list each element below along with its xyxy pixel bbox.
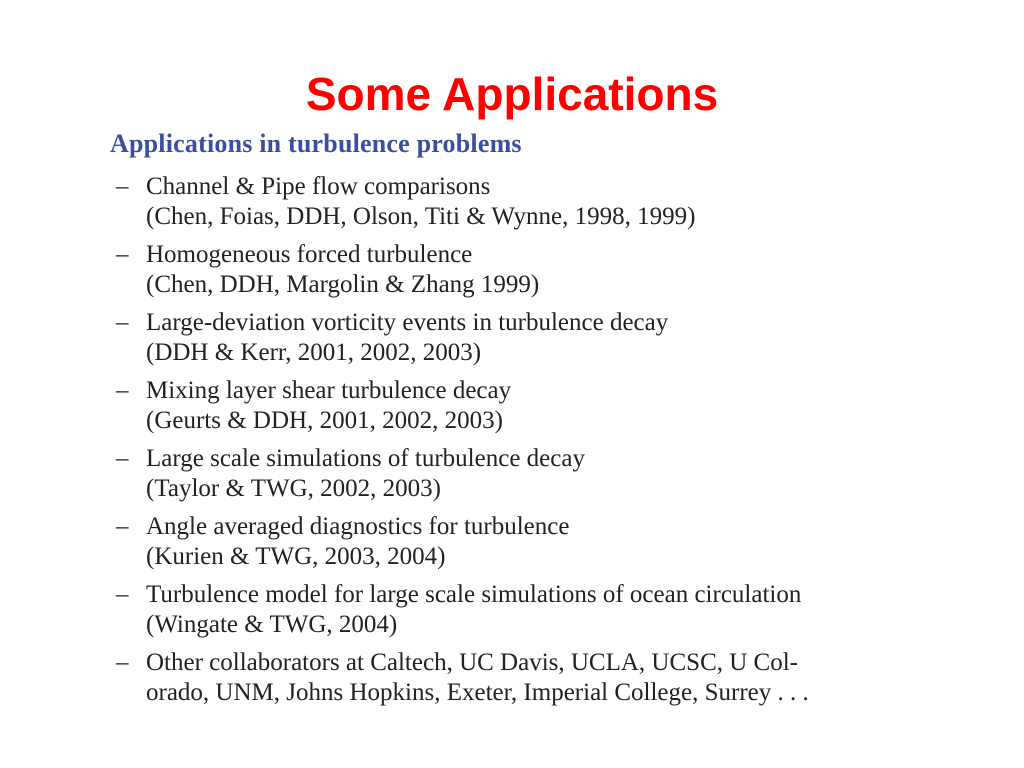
dash-bullet: – <box>116 581 129 608</box>
dash-bullet: – <box>116 445 129 472</box>
item-citation: (DDH & Kerr, 2001, 2002, 2003) <box>146 339 482 366</box>
item-citation: (Taylor & TWG, 2002, 2003) <box>146 475 441 502</box>
item-citation: (Kurien & TWG, 2003, 2004) <box>146 543 446 570</box>
list-item <box>116 444 936 504</box>
item-citation: (Geurts & DDH, 2001, 2002, 2003) <box>146 407 503 434</box>
dash-bullet: – <box>116 513 129 540</box>
list-item <box>116 376 936 436</box>
item-citation: (Chen, Foias, DDH, Olson, Titi & Wynne, 1998, 1999) <box>146 203 696 230</box>
item-citation: (Chen, DDH, Margolin & Zhang 1999) <box>146 271 540 298</box>
dash-bullet: – <box>116 649 129 676</box>
item-text: Large-deviation vorticity events in turbulence decay <box>146 309 669 336</box>
list-item <box>116 240 936 300</box>
list-item <box>116 308 936 368</box>
list-item <box>116 648 936 708</box>
dash-bullet: – <box>116 309 129 336</box>
item-text: Mixing layer shear turbulence decay <box>146 377 512 404</box>
item-text: Other collaborators at Caltech, UC Davis, UCLA, UCSC, U Col- <box>146 649 798 676</box>
dash-bullet: – <box>116 173 129 200</box>
dash-bullet: – <box>116 241 129 268</box>
item-citation: (Wingate & TWG, 2004) <box>146 611 398 638</box>
applications-list <box>116 172 936 716</box>
section-heading: Applications in turbulence problems <box>110 129 522 158</box>
item-text: Large scale simulations of turbulence decay <box>146 445 585 472</box>
dash-bullet: – <box>116 377 129 404</box>
list-item <box>116 172 936 232</box>
item-text: Turbulence model for large scale simulations of ocean circulation <box>146 581 802 608</box>
list-item <box>116 512 936 572</box>
item-text: Angle averaged diagnostics for turbulence <box>146 513 570 540</box>
item-text: Channel & Pipe flow comparisons <box>146 173 491 200</box>
slide-title: Some Applications <box>305 68 719 120</box>
list-item <box>116 580 936 640</box>
item-citation: orado, UNM, Johns Hopkins, Exeter, Imperial College, Surrey . . . <box>146 679 809 706</box>
item-text: Homogeneous forced turbulence <box>146 241 473 268</box>
